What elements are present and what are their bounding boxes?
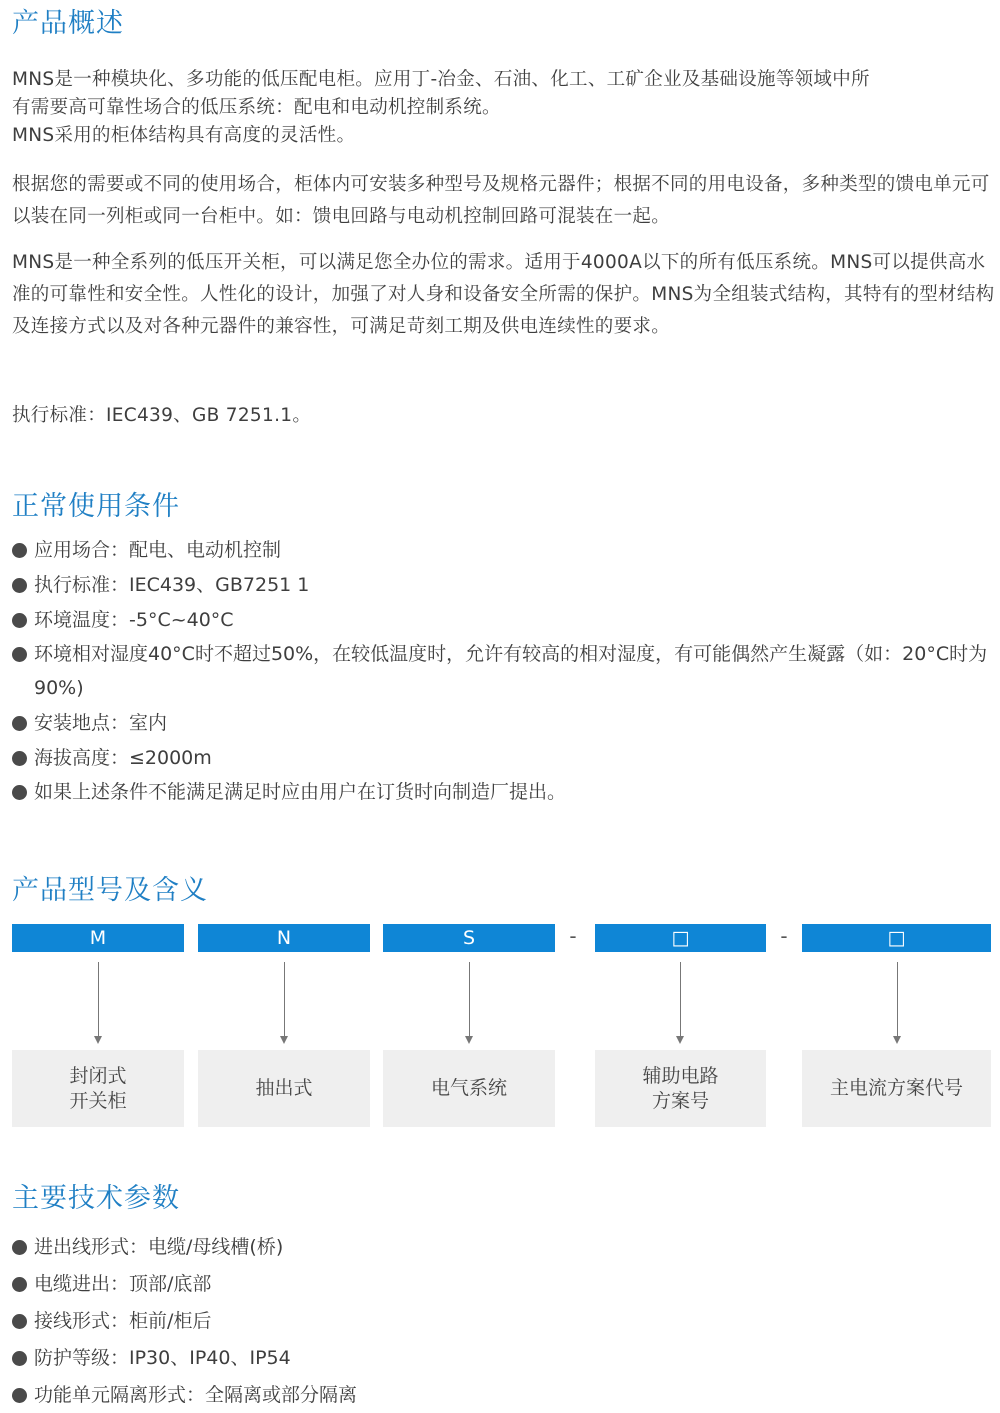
model-meaning-electrical: 电气系统: [383, 1050, 555, 1127]
param-item: 电缆进出：顶部/底部: [12, 1267, 997, 1301]
condition-item: 执行标准：IEC439、GB7251 1: [12, 568, 997, 602]
bullet-dot-icon: [12, 1240, 27, 1255]
model-meaning-enclosed: 封闭式 开关柜: [12, 1050, 184, 1127]
condition-item: 安装地点：室内: [12, 706, 997, 740]
overview-standard: 执行标准：IEC439、GB 7251.1。: [12, 405, 312, 426]
condition-item: 如果上述条件不能满足满足时应由用户在订货时向制造厂提出。: [12, 775, 997, 809]
model-title: 产品型号及含义: [12, 875, 208, 906]
param-item: 防护等级：IP30、IP40、IP54: [12, 1341, 997, 1375]
condition-item: 海拔高度：≤2000m: [12, 741, 997, 775]
bullet-dot-icon: [12, 1277, 27, 1292]
overview-para-3: MNS是一种全系列的低压开关柜，可以满足您全办位的需求。适用于4000A以下的所有低压系统。MNS可以提供高水准的可靠性和安全性。人性化的设计，加强了对人身和设备安全所需的保护。MNS为全组装式结构，其特有的型材结构及连接方式以及对各种元器件的兼容性，可满足苛刻工期及供电连续性的要求。: [12, 252, 995, 337]
model-meaning-withdrawable: 抽出式: [198, 1050, 370, 1127]
bullet-dot-icon: [12, 1314, 27, 1329]
condition-item: 环境相对湿度40°C时不超过50%，在较低温度时，允许有较高的相对湿度，有可能偶然产生凝露（如：20°C时为90%): [12, 637, 997, 705]
param-item: 功能单元隔离形式：全隔离或部分隔离: [12, 1378, 997, 1412]
bullet-dot-icon: [12, 751, 27, 766]
overview-para-1-line-3: MNS采用的柜体结构具有高度的灵活性。: [12, 125, 356, 146]
down-arrow-icon: [284, 962, 285, 1042]
conditions-title: 正常使用条件: [12, 491, 180, 522]
bullet-dot-icon: [12, 543, 27, 558]
param-item: 接线形式：柜前/柜后: [12, 1304, 997, 1338]
model-separator: -: [780, 924, 788, 948]
bullet-dot-icon: [12, 785, 27, 800]
bullet-dot-icon: [12, 716, 27, 731]
down-arrow-icon: [897, 962, 898, 1042]
model-meaning-aux-circuit: 辅助电路 方案号: [595, 1050, 766, 1127]
condition-item: 环境温度：-5°C~40°C: [12, 603, 997, 637]
model-code-m: M: [12, 924, 184, 952]
down-arrow-icon: [680, 962, 681, 1042]
model-code-n: N: [198, 924, 370, 952]
condition-item: 应用场合：配电、电动机控制: [12, 533, 997, 567]
bullet-dot-icon: [12, 1388, 27, 1403]
overview-para-1: [12, 66, 997, 150]
model-separator: -: [569, 924, 577, 948]
overview-para-1-line-1: MNS是一种模块化、多功能的低压配电柜。应用丁-冶金、石油、化工、工矿企业及基础设施等领域中所: [12, 69, 870, 90]
model-meaning-main-circuit: 主电流方案代号: [802, 1050, 991, 1127]
overview-title: 产品概述: [12, 8, 124, 39]
down-arrow-icon: [98, 962, 99, 1042]
model-code-main: □: [802, 924, 991, 952]
bullet-dot-icon: [12, 613, 27, 628]
bullet-dot-icon: [12, 578, 27, 593]
down-arrow-icon: [469, 962, 470, 1042]
overview-para-2: 根据您的需要或不同的使用场合，柜体内可安装多种型号及规格元器件；根据不同的用电设备，多种类型的馈电单元可以装在同一列柜或同一台柜中。如：馈电回路与电动机控制回路可混装在一起。: [12, 174, 990, 227]
overview-para-1-line-2: 有需要高可靠性场合的低压系统：配电和电动机控制系统。: [12, 97, 501, 118]
param-item: 进出线形式：电缆/母线槽(桥): [12, 1230, 997, 1264]
model-code-aux: □: [595, 924, 766, 952]
bullet-dot-icon: [12, 1351, 27, 1366]
bullet-dot-icon: [12, 647, 27, 662]
params-title: 主要技术参数: [12, 1183, 180, 1214]
model-code-s: S: [383, 924, 555, 952]
